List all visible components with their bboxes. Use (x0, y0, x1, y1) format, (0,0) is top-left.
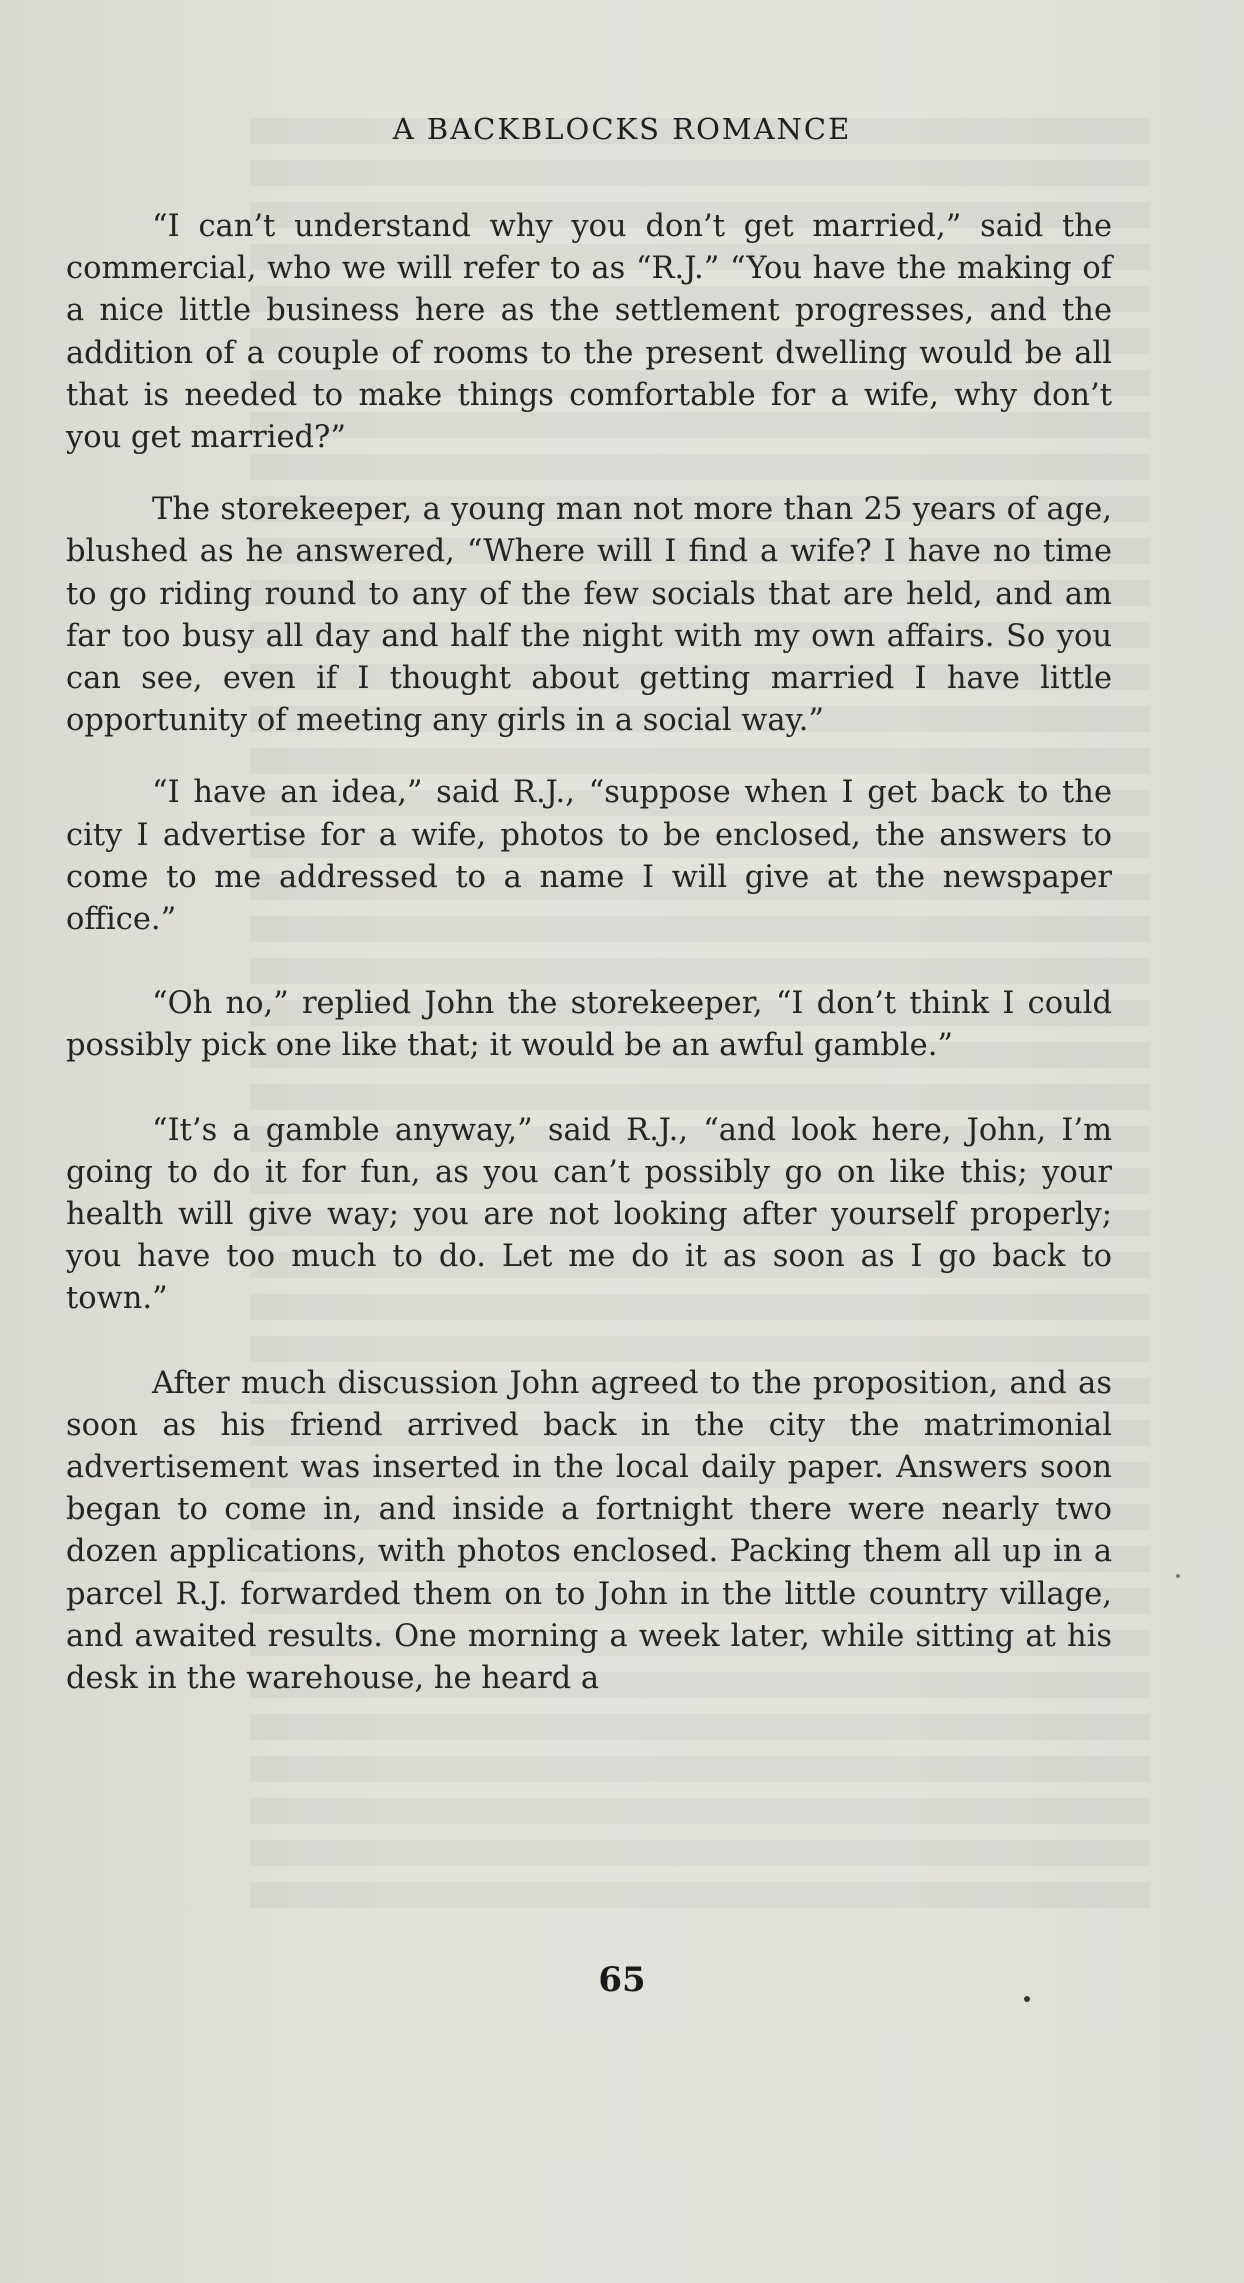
paragraph-1: “I can’t understand why you don’t get married,” said the commercial, who we will refer to as “R.J.” “You have the making of a nice little business here as the settlement progresses, and the addition of a couple of rooms to the present dwelling would be all that is needed to make things comfortable for a wife, why don’t you get married?” (66, 209, 1112, 456)
ink-speck (1176, 1574, 1180, 1578)
running-head: A BACKBLOCKS ROMANCE (392, 112, 852, 146)
paragraph-4: “Oh no,” replied John the storekeeper, “I don’t think I could possibly pick one like that; it would be an awful gamble.” (66, 986, 1112, 1064)
paragraph-3: “I have an idea,” said R.J., “suppose when I get back to the city I advertise for a wife, photos to be enclosed, the answers to come to me addressed to a name I will give at the newspaper office.” (66, 775, 1112, 938)
paragraph-2: The storekeeper, a young man not more than 25 years of age, blushed as he answered, “Where will I find a wife? I have no time to go riding round to any of the few socials that are held, and am far too busy all day and half the night with my own affairs. So you can see, even if I thought about getting married I have little opportunity of meeting any girls in a social way.” (66, 492, 1112, 739)
paragraph-6: After much discussion John agreed to the proposition, and as soon as his friend arrived back in the city the matrimonial advertisement was inserted in the local daily paper. Answers soon began to come in, and inside a fortnight there were nearly two dozen applications, with photos enclosed. Packing them all up in a parcel R.J. forwarded them on to John in the little country village, and awaited results. One morning a week later, while sitting at his desk in the warehouse, he heard a (66, 1365, 1112, 1697)
ink-speck (1024, 1996, 1030, 2002)
body-text (66, 206, 1112, 1700)
paragraph-5: “It’s a gamble anyway,” said R.J., “and look here, John, I’m going to do it for fun, as you can’t possibly go on like this; your health will give way; you are not looking after yourself properly; you have too much to do. Let me do it as soon as I go back to town.” (66, 1112, 1112, 1317)
page-number: 65 (598, 1960, 646, 2000)
